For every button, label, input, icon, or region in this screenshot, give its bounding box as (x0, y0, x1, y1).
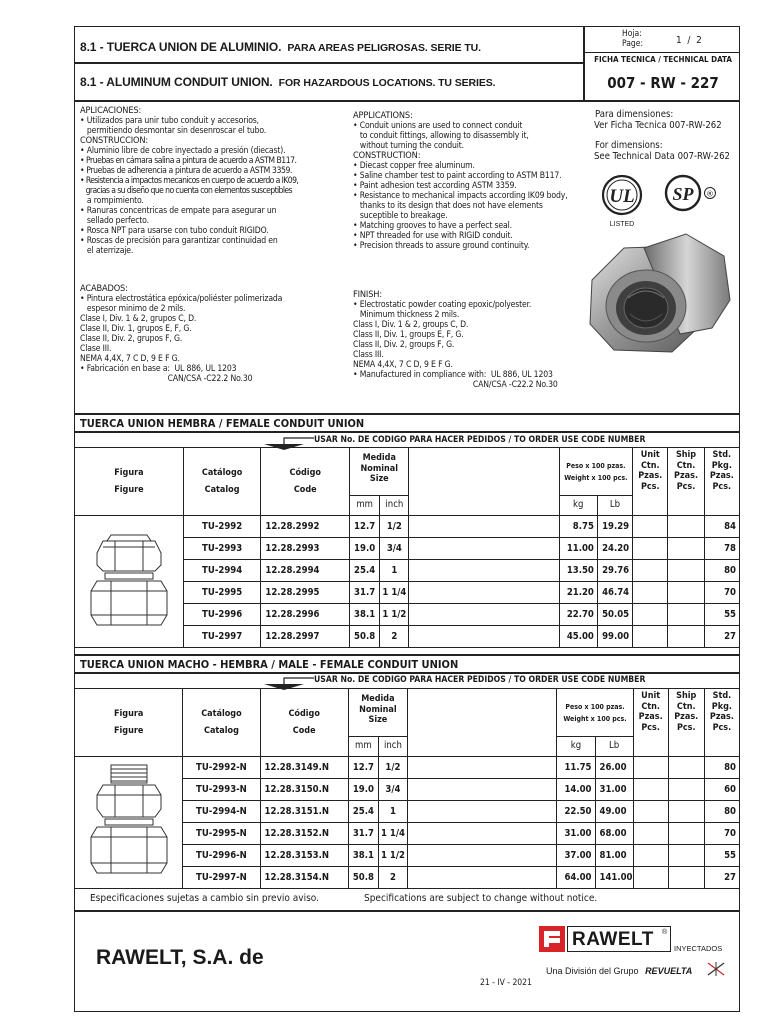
table1-blank (409, 604, 559, 626)
table2-std: 60 (704, 779, 739, 801)
table1-header-mm: mm (350, 496, 380, 516)
spec-note-en: Specifications are subject to change without notice. (364, 893, 598, 904)
english-finish: FINISH: • Electrostatic powder coating epoxic/polyester. Minimum thickness 2 mils. Class I, Div. 1 & 2, groups C, D. Class II, Div. 1, groups E, F, G. Class II, Div. 2, groups F, G. Class III. NEMA 4,4X, 7 C D, 9 E F G. • Manufactured in compliance with: UL 886, UL 1203 CAN/CSA -C22.2 No.30 (353, 289, 558, 390)
csa-logo (664, 173, 720, 215)
table2-unit (633, 779, 668, 801)
table2-ship (668, 823, 704, 845)
table2-mm: 19.0 (348, 779, 378, 801)
table1-inch: 1/2 (380, 516, 409, 538)
table1-catalog: TU-2996 (183, 604, 261, 626)
revision-date: 21 - IV - 2021 (480, 978, 532, 988)
table1-blank (409, 626, 559, 648)
table1-mm: 19.0 (350, 538, 380, 560)
spanish-finish: ACABADOS: • Pintura electrostática epóxica/poliéster polimerizada espesor minimo de 2 mils. Clase I, Div. 1 & 2, grupos C, D. Clase II, Div. 1, grupos E, F, G. Clase II, Div. 2, grupos F, G. Clase III. NEMA 4,4X, 7 C D, 9 E F G. • Fabricación en base a: UL 886, UL 1203 CAN/CSA -C22.2 No.30 (80, 283, 283, 384)
table1-mm: 25.4 (350, 560, 380, 582)
table1-ship (668, 604, 704, 626)
table1-ship (668, 538, 704, 560)
table2-catalog: TU-2997-N (183, 867, 260, 889)
table2-title-topline (74, 654, 740, 656)
table2 (74, 688, 740, 889)
table1-ship (668, 582, 704, 604)
table1-header-figure: Figura Figure (75, 448, 184, 516)
table1-lb: 29.76 (597, 560, 632, 582)
table2-kg: 22.50 (557, 801, 595, 823)
table2-unit (633, 801, 668, 823)
table2-lb: 26.00 (595, 757, 633, 779)
revuelta-flag-icon (706, 961, 726, 977)
table2-blank (407, 801, 556, 823)
table2-header-ship: Ship Ctn. Pzas. Pcs. (668, 689, 704, 757)
header-title-divider (74, 62, 583, 64)
table1-kg: 21.20 (559, 582, 597, 604)
table2-std: 80 (704, 801, 739, 823)
english-description: APPLICATIONS: • Conduit unions are used to connect conduit to conduit fittings, allowing to disassembly it, without turning the conduit. CONSTRUCTION: • Diecast copper free aluminum. • Saline chamber test to paint according to ASTM B117. • Paint adhesion test according ASTM 3359. • Resistance to mechanical impacts according IK09 body, thanks to its design that does not have elements suceptible to breakage. • Matching grooves to have a perfect seal. • NPT threaded for use with RIGID conduit. • Precision threads to assure ground continuity. (353, 110, 568, 251)
header-page-divider (583, 52, 740, 53)
table1-catalog: TU-2997 (183, 626, 261, 648)
male-female-union-drawing (81, 759, 177, 883)
table1-blank (409, 582, 559, 604)
table2-header-figure: Figura Figure (75, 689, 183, 757)
table1-header-inch: inch (380, 496, 409, 516)
table1-code: 12.28.2997 (261, 626, 350, 648)
table1-mm: 50.8 (350, 626, 380, 648)
table1-title-topline (74, 413, 740, 415)
table2-blank (407, 757, 556, 779)
table2-header-blank (407, 689, 556, 757)
table1-header-catalog: Catálogo Catalog (183, 448, 261, 516)
table1-std: 80 (704, 560, 739, 582)
rawelt-registered-mark: ® (662, 929, 668, 936)
csa-registered-mark: ® (707, 189, 713, 199)
table2-lb: 49.00 (595, 801, 633, 823)
table2-catalog: TU-2992-N (183, 757, 260, 779)
table1 (74, 447, 740, 648)
table2-ship (668, 801, 704, 823)
table1-kg: 11.00 (559, 538, 597, 560)
table1-code: 12.28.2993 (261, 538, 350, 560)
table1-inch: 1 1/4 (380, 582, 409, 604)
table2-std: 70 (704, 823, 739, 845)
table1-blank (409, 516, 559, 538)
table1-header-blank (409, 448, 559, 516)
table1-lb: 46.74 (597, 582, 632, 604)
company-name: RAWELT, S.A. de (96, 946, 264, 969)
table2-header-kg: kg (557, 737, 595, 757)
rawelt-logo-wordmark (567, 926, 671, 952)
table1-header-unit: Unit Ctn. Pzas. Pcs. (633, 448, 668, 516)
table1-inch: 3/4 (380, 538, 409, 560)
table2-header-code: Código Code (260, 689, 348, 757)
table2-catalog: TU-2993-N (183, 779, 260, 801)
table2-header-size: Medida Nominal Size (348, 689, 407, 737)
table2-std: 27 (704, 867, 739, 889)
table2-inch: 1/2 (378, 757, 407, 779)
table2-code: 12.28.3149.N (260, 757, 348, 779)
table2-code: 12.28.3152.N (260, 823, 348, 845)
table2-unit (633, 823, 668, 845)
table-row (75, 516, 740, 538)
table2-kg: 37.00 (557, 845, 595, 867)
table1-std: 27 (704, 626, 739, 648)
table2-kg: 64.00 (557, 867, 595, 889)
table1-mm: 12.7 (350, 516, 380, 538)
table1-ship (668, 626, 704, 648)
header-divider (583, 26, 585, 100)
table1-catalog: TU-2994 (183, 560, 261, 582)
table2-std: 55 (704, 845, 739, 867)
table1-code: 12.28.2996 (261, 604, 350, 626)
table2-blank (407, 823, 556, 845)
table1-kg: 45.00 (559, 626, 597, 648)
table1-code: 12.28.2992 (261, 516, 350, 538)
table1-inch: 1 (380, 560, 409, 582)
table2-catalog: TU-2995-N (183, 823, 260, 845)
table2-inch: 1 1/2 (378, 845, 407, 867)
table2-header-mm: mm (348, 737, 378, 757)
table2-ship (668, 867, 704, 889)
table1-header-code: Código Code (261, 448, 350, 516)
table2-blank (407, 779, 556, 801)
table1-unit (633, 582, 668, 604)
table2-blank (407, 867, 556, 889)
table1-inch: 1 1/2 (380, 604, 409, 626)
spec-note-es: Especificaciones sujetas a cambio sin previo aviso. (90, 893, 319, 904)
table2-kg: 31.00 (557, 823, 595, 845)
table2-mm: 38.1 (348, 845, 378, 867)
male-female-union-figure-cell (75, 757, 183, 889)
table2-lb: 31.00 (595, 779, 633, 801)
table1-unit (633, 560, 668, 582)
rawelt-logo-mark (539, 926, 565, 952)
table1-lb: 19.29 (597, 516, 632, 538)
table1-code: 12.28.2995 (261, 582, 350, 604)
table2-header-weight: Peso x 100 pzas. Weight x 100 pcs. (557, 689, 633, 737)
table2-kg: 11.75 (557, 757, 595, 779)
table1-title: TUERCA UNION HEMBRA / FEMALE CONDUIT UNION (80, 417, 365, 430)
table1-header-ship: Ship Ctn. Pzas. Pcs. (668, 448, 704, 516)
table1-mm: 38.1 (350, 604, 380, 626)
table2-inch: 2 (378, 867, 407, 889)
table1-unit (633, 626, 668, 648)
table1-lb: 99.00 (597, 626, 632, 648)
table2-inch: 1 1/4 (378, 823, 407, 845)
footer-divider (74, 910, 740, 912)
title-en: 8.1 - ALUMINUM CONDUIT UNION. FOR HAZARDOUS LOCATIONS. TU SERIES. (80, 75, 496, 89)
table1-ship (668, 516, 704, 538)
table2-title: TUERCA UNION MACHO - HEMBRA / MALE - FEMALE CONDUIT UNION (80, 658, 459, 671)
table2-std: 80 (704, 757, 739, 779)
header-bottom-line (74, 100, 740, 102)
table1-unit (633, 538, 668, 560)
table1-code: 12.28.2994 (261, 560, 350, 582)
csa-mark-text: SP (672, 184, 694, 204)
table1-unit (633, 604, 668, 626)
table1-lb: 24.20 (597, 538, 632, 560)
table1-catalog: TU-2995 (183, 582, 261, 604)
table-row (75, 757, 740, 779)
title-es: 8.1 - TUERCA UNION DE ALUMINIO. PARA AREAS PELIGROSAS. SERIE TU. (80, 40, 481, 54)
table2-ship (668, 779, 704, 801)
table2-lb: 68.00 (595, 823, 633, 845)
conduit-union-photo (584, 228, 734, 368)
table2-code: 12.28.3151.N (260, 801, 348, 823)
table2-code: 12.28.3150.N (260, 779, 348, 801)
table2-mm: 25.4 (348, 801, 378, 823)
ul-mark-text: UL (609, 186, 635, 207)
female-union-figure-cell (75, 516, 184, 648)
table2-mm: 12.7 (348, 757, 378, 779)
table1-lb: 50.05 (597, 604, 632, 626)
table1-kg: 8.75 (559, 516, 597, 538)
table1-std: 55 (704, 604, 739, 626)
table2-header-std: Std. Pkg. Pzas. Pcs. (704, 689, 739, 757)
table1-ship (668, 560, 704, 582)
table2-mm: 50.8 (348, 867, 378, 889)
table1-mm: 31.7 (350, 582, 380, 604)
table2-header-inch: inch (378, 737, 407, 757)
table2-blank (407, 845, 556, 867)
table2-header-unit: Unit Ctn. Pzas. Pcs. (633, 689, 668, 757)
doc-code: 007 - RW - 227 (607, 74, 719, 92)
division-text: Una División del Grupo REVUELTA (546, 966, 693, 976)
table1-std: 70 (704, 582, 739, 604)
rawelt-logo-text: RAWELT (572, 929, 654, 950)
table2-unit (633, 845, 668, 867)
table2-ship (668, 757, 704, 779)
inyectados-text: INYECTADOS (674, 944, 723, 953)
table1-blank (409, 560, 559, 582)
table1-header-std: Std. Pkg. Pzas. Pcs. (704, 448, 739, 516)
table2-title-bottomline (74, 672, 740, 674)
table1-catalog: TU-2993 (183, 538, 261, 560)
table1-header-weight: Peso x 100 pzas. Weight x 100 pcs. (559, 448, 633, 496)
table1-header-kg: kg (559, 496, 597, 516)
table1-inch: 2 (380, 626, 409, 648)
page-labels: Hoja: Page: (622, 29, 644, 49)
table1-kg: 13.50 (559, 560, 597, 582)
table2-header-catalog: Catálogo Catalog (183, 689, 260, 757)
table2-order-note: USAR No. DE CODIGO PARA HACER PEDIDOS / TO ORDER USE CODE NUMBER (314, 675, 646, 685)
table2-unit (633, 867, 668, 889)
table2-code: 12.28.3154.N (260, 867, 348, 889)
ul-listed-logo (598, 174, 648, 230)
table2-mm: 31.7 (348, 823, 378, 845)
table2-inch: 1 (378, 801, 407, 823)
table2-lb: 141.00 (595, 867, 633, 889)
table2-catalog: TU-2996-N (183, 845, 260, 867)
table2-catalog: TU-2994-N (183, 801, 260, 823)
table2-ship (668, 845, 704, 867)
table1-title-bottomline (74, 431, 740, 433)
spanish-description: APLICACIONES: • Utilizados para unir tubo conduit y accesorios, permitiendo desmontar sin desenroscar el tubo. CONSTRUCCION: • Aluminio libre de cobre inyectado a presión (diecast). • Pruebas en cámara salina a pintura de acuerdo a ASTM B117. • Pruebas de adherencia a pintura de acuerdo a ASTM 3359. • Resistencia a impactos mecanicos en cuerpo de acuerdo a IK09, gracias a su diseño que no cuenta con elementos susceptibles a rompimiento. • Ranuras concentricas de empate para asegurar un sellado perfecto. • Rosca NPT para usarse con tubo conduit RIGIDO. • Roscas de precisión para garantizar continuidad en el aterrizaje. (80, 105, 299, 256)
dimensions-reference: Para dimensiones: Ver Ficha Tecnica 007-RW-262 For dimensions: See Technical Data 007-RW-262 (594, 109, 730, 162)
ul-listed-text: LISTED (609, 221, 635, 228)
table2-header-lb: Lb (595, 737, 633, 757)
table1-std: 78 (704, 538, 739, 560)
rawelt-r-icon (539, 926, 565, 952)
table2-unit (633, 757, 668, 779)
table1-order-note: USAR No. DE CODIGO PARA HACER PEDIDOS / TO ORDER USE CODE NUMBER (314, 435, 646, 445)
table1-catalog: TU-2992 (183, 516, 261, 538)
table1-kg: 22.70 (559, 604, 597, 626)
table1-header-lb: Lb (597, 496, 632, 516)
table2-inch: 3/4 (378, 779, 407, 801)
table1-std: 84 (704, 516, 739, 538)
table1-header-size: Medida Nominal Size (350, 448, 409, 496)
table1-blank (409, 538, 559, 560)
page-number: 1 / 2 (676, 35, 702, 46)
table2-code: 12.28.3153.N (260, 845, 348, 867)
table1-unit (633, 516, 668, 538)
table2-kg: 14.00 (557, 779, 595, 801)
table2-lb: 81.00 (595, 845, 633, 867)
ficha-label: FICHA TECNICA / TECHNICAL DATA (594, 55, 732, 64)
female-union-drawing (81, 525, 177, 635)
